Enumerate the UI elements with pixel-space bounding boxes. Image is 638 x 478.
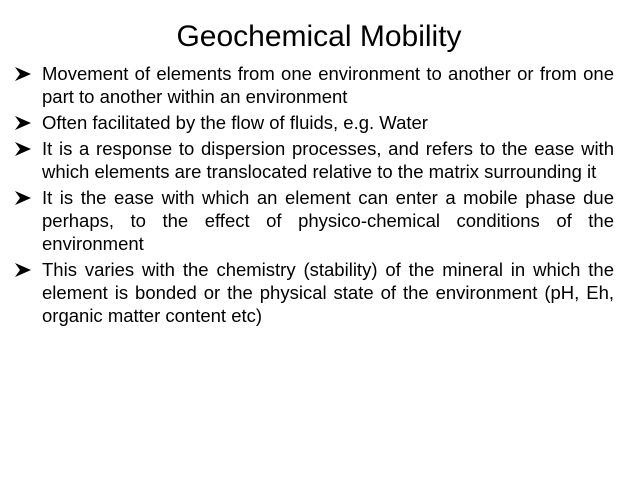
bullet-text: It is a response to dispersion processes, and refers to the ease with which elements are translocated relative to the matrix surrounding it xyxy=(42,138,614,182)
arrowhead-bullet-icon xyxy=(14,190,32,206)
bullet-item xyxy=(14,62,614,108)
bullet-text: It is the ease with which an element can enter a mobile phase due perhaps, to the effect of physico-chemical conditions of the environment xyxy=(42,187,614,254)
bullet-text: This varies with the chemistry (stability) of the mineral in which the element is bonded or the physical state of the environment (pH, Eh, organic matter content etc) xyxy=(42,259,614,326)
arrowhead-bullet-icon xyxy=(14,141,32,157)
bullet-text: Often facilitated by the flow of fluids, e.g. Water xyxy=(42,112,428,133)
bullet-item xyxy=(14,258,614,327)
arrowhead-bullet-icon xyxy=(14,66,32,82)
bullet-list xyxy=(14,62,614,330)
arrowhead-bullet-icon xyxy=(14,115,32,131)
bullet-item xyxy=(14,111,614,134)
slide-title: Geochemical Mobility xyxy=(176,20,462,53)
bullet-text: Movement of elements from one environment to another or from one part to another within an environment xyxy=(42,63,614,107)
bullet-item xyxy=(14,186,614,255)
arrowhead-bullet-icon xyxy=(14,262,32,278)
bullet-item xyxy=(14,137,614,183)
